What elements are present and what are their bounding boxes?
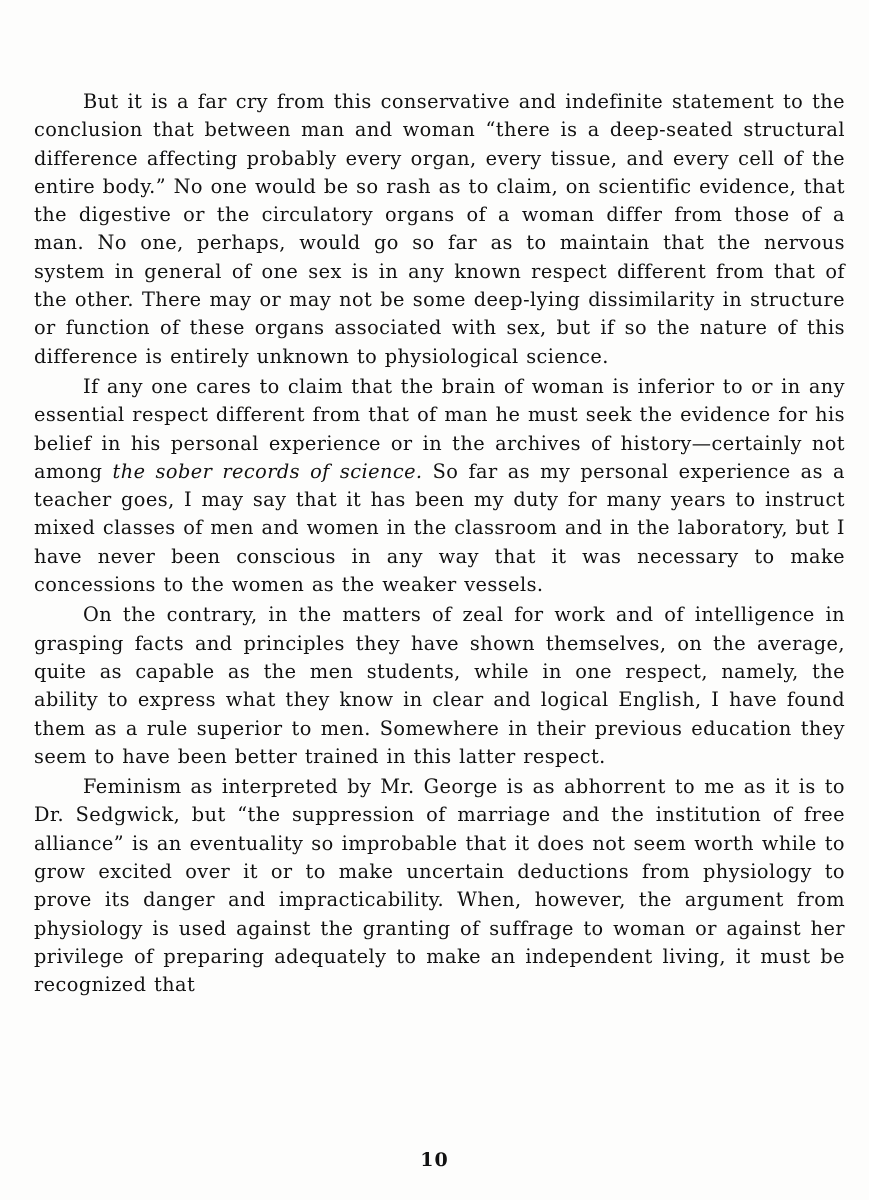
paragraph-2-italic-phrase: the sober records of science. [112, 459, 423, 483]
paragraph-1: But it is a far cry from this conservative and indefinite statement to the conclusion that between man and woman “there is a deep-seated structural difference affecting probably every organ, every tissue, and every cell of the entire body.” No one would be so rash as to claim, on scientific evidence, that the digestive or the circulatory organs of a woman differ from those of a man. No one, perhaps, would go so far as to maintain that the nervous system in general of one sex is in any known respect different from that of the other. There may or may not be some deep-lying dissimilarity in structure or function of these organs associated with sex, but if so the nature of this difference is entirely unknown to physiological science. [34, 90, 845, 368]
paragraph-4: Feminism as interpreted by Mr. George is as abhorrent to me as it is to Dr. Sedgwick, but “the suppression of marriage and the institution of free alliance” is an eventuality so improbable that it does not seem worth while to grow excited over it or to make uncertain deductions from physiology to prove its danger and impracticability. When, however, the argument from physiology is used against the granting of suffrage to woman or against her privilege of preparing adequately to make an independent living, it must be recognized that [34, 775, 845, 997]
paragraph-2-text-after: So far as my personal experience as a teacher goes, I may say that it has been my duty for many years to instruct mixed classes of men and women in the classroom and in the laboratory, but I have never been conscious in any way that it was necessary to make concessions to the women as the weaker vessels. [34, 459, 846, 597]
page-number: 10 [420, 1149, 449, 1171]
paragraph-2-text-before: If any one cares to claim that the brain of woman is inferior to or in any essential respect different from that of man he must seek the evidence for his belief in his personal experience or in the archives of history—certainly not among [34, 374, 845, 483]
paragraph-2 [34, 373, 845, 599]
paragraph-3: On the contrary, in the matters of zeal for work and of intelligence in grasping facts and principles they have shown themselves, on the average, quite as capable as the men students, while in one respect, namely, the ability to express what they know in clear and logical English, I have found them as a rule superior to men. Somewhere in their previous education they seem to have been better trained in this latter respect. [34, 603, 845, 768]
body-text [34, 88, 845, 1000]
